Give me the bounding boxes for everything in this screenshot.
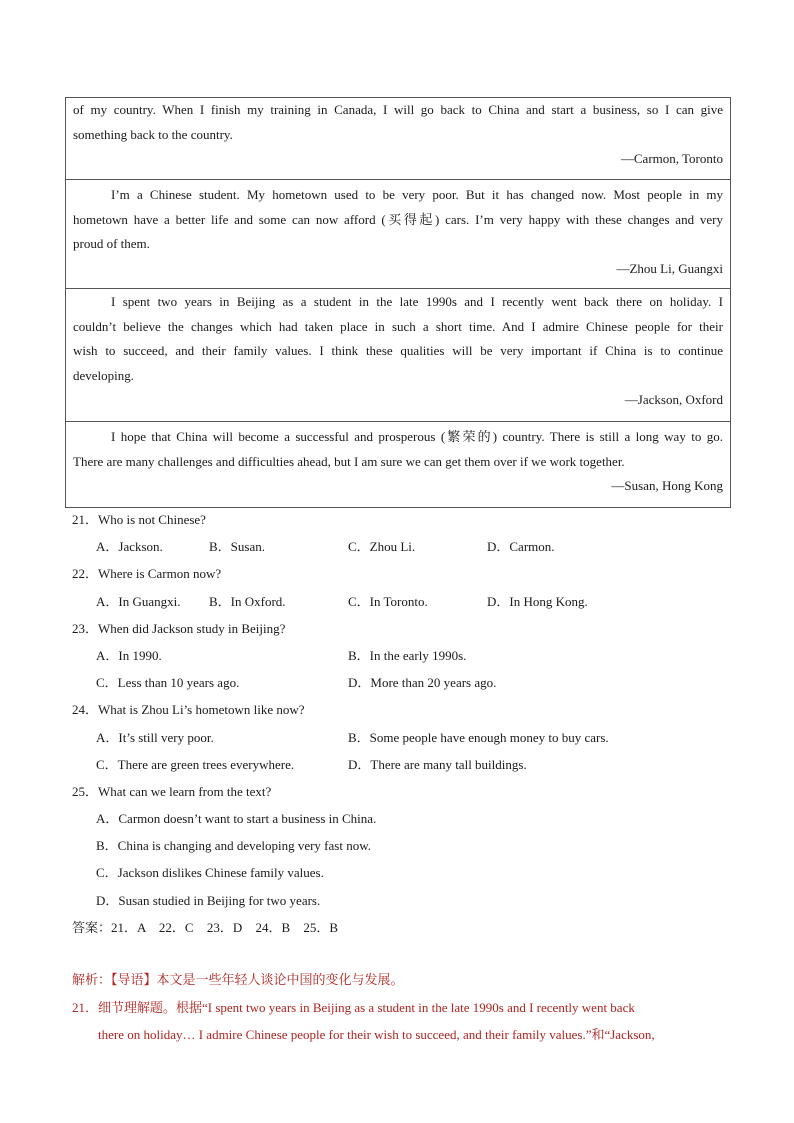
- passage-cell-susan: [66, 422, 730, 508]
- signature: —Zhou Li, Guangxi: [616, 260, 723, 276]
- passage-line: There are many challenges and difficulties ahead, but I am sure we can get them over if we work together.: [73, 453, 625, 469]
- questions: [72, 506, 732, 941]
- passage-cell-zhouli: [66, 180, 730, 289]
- question-stem: 25．What can we learn from the text?: [72, 783, 272, 799]
- option-a: A．Carmon doesn’t want to start a business in China.: [96, 811, 377, 827]
- passage-line: proud of them.: [73, 236, 150, 251]
- question-stem: 23．When did Jackson study in Beijing?: [72, 620, 286, 636]
- option-b: B．Some people have enough money to buy cars.: [348, 729, 609, 745]
- question-stem: 22．Where is Carmon now?: [72, 566, 222, 582]
- passage-line: I’m a Chinese student. My hometown used to be very poor. But it has changed now. Most people in my: [111, 187, 723, 202]
- option-d: D．Susan studied in Beijing for two years.: [96, 892, 321, 908]
- option-a: A．In 1990.: [96, 647, 162, 663]
- passage-line: wish to succeed, and their family values. I think these qualities will be very important if China is to continue: [73, 343, 723, 358]
- passage-line: developing.: [73, 367, 135, 383]
- option-row: [72, 669, 732, 696]
- question-stem: 24．What is Zhou Li’s hometown like now?: [72, 702, 305, 718]
- analysis-intro: 解析：【导语】本文是一些年轻人谈论中国的变化与发展。: [72, 972, 404, 987]
- option-c: C．In Toronto.: [348, 593, 428, 609]
- option-row: [72, 533, 732, 560]
- option-d: D．In Hong Kong.: [487, 593, 588, 609]
- option-row: [72, 751, 732, 778]
- option-row: [72, 642, 732, 669]
- option-b: B．Susan.: [209, 539, 265, 555]
- option-c: C．Less than 10 years ago.: [96, 675, 240, 691]
- passage-line: couldn’t believe the changes which had taken place in such a short time. And I admire Chinese people for their: [73, 318, 723, 334]
- option-row: [72, 588, 732, 615]
- option-d: D．More than 20 years ago.: [348, 675, 497, 691]
- passage-line: of my country. When I finish my training in Canada, I will go back to China and start a business, so I can give: [73, 102, 723, 117]
- passage-line: I hope that China will become a successful and prosperous (繁荣的) country. There is still a long way to go.: [111, 429, 723, 444]
- option-c: C．Jackson dislikes Chinese family values.: [96, 865, 324, 881]
- option-a: A．It’s still very poor.: [96, 729, 214, 745]
- option-d: D．Carmon.: [487, 539, 555, 555]
- option-a: A．Jackson.: [96, 539, 163, 555]
- passage-line: something back to the country.: [73, 126, 233, 142]
- passage-line: I spent two years in Beijing as a student in the late 1990s and I recently went back there on holiday. I: [111, 294, 723, 309]
- passage-cell-carmon: [66, 98, 730, 180]
- option-row: [72, 724, 732, 751]
- option-c: C．Zhou Li.: [348, 539, 416, 555]
- passage-cell-jackson: [66, 289, 730, 422]
- analysis-line: there on holiday… I admire Chinese people for their wish to succeed, and their family values.”和“Jackson,: [98, 1027, 655, 1042]
- option-b: B．In Oxford.: [209, 593, 286, 609]
- analysis-line: 21．细节理解题。根据“I spent two years in Beijing as a student in the late 1990s and I recently went back: [72, 999, 635, 1015]
- question-stem: 21．Who is not Chinese?: [72, 512, 206, 527]
- analysis: [72, 966, 732, 1049]
- signature: —Jackson, Oxford: [624, 392, 723, 407]
- passage-line: hometown have a better life and some can now afford (买得起) cars. I’m very happy with these changes and very: [73, 211, 723, 227]
- signature: —Carmon, Toronto: [620, 151, 723, 166]
- option-c: C．There are green trees everywhere.: [96, 756, 295, 772]
- answer-key: 答案：21．A 22．C 23．D 24．B 25．B: [72, 919, 339, 935]
- option-b: B．In the early 1990s.: [348, 647, 467, 663]
- option-d: D．There are many tall buildings.: [348, 756, 527, 772]
- signature: —Susan, Hong Kong: [611, 478, 723, 493]
- option-b: B．China is changing and developing very fast now.: [96, 838, 371, 854]
- option-a: A．In Guangxi.: [96, 593, 181, 609]
- passage-table: [65, 97, 731, 508]
